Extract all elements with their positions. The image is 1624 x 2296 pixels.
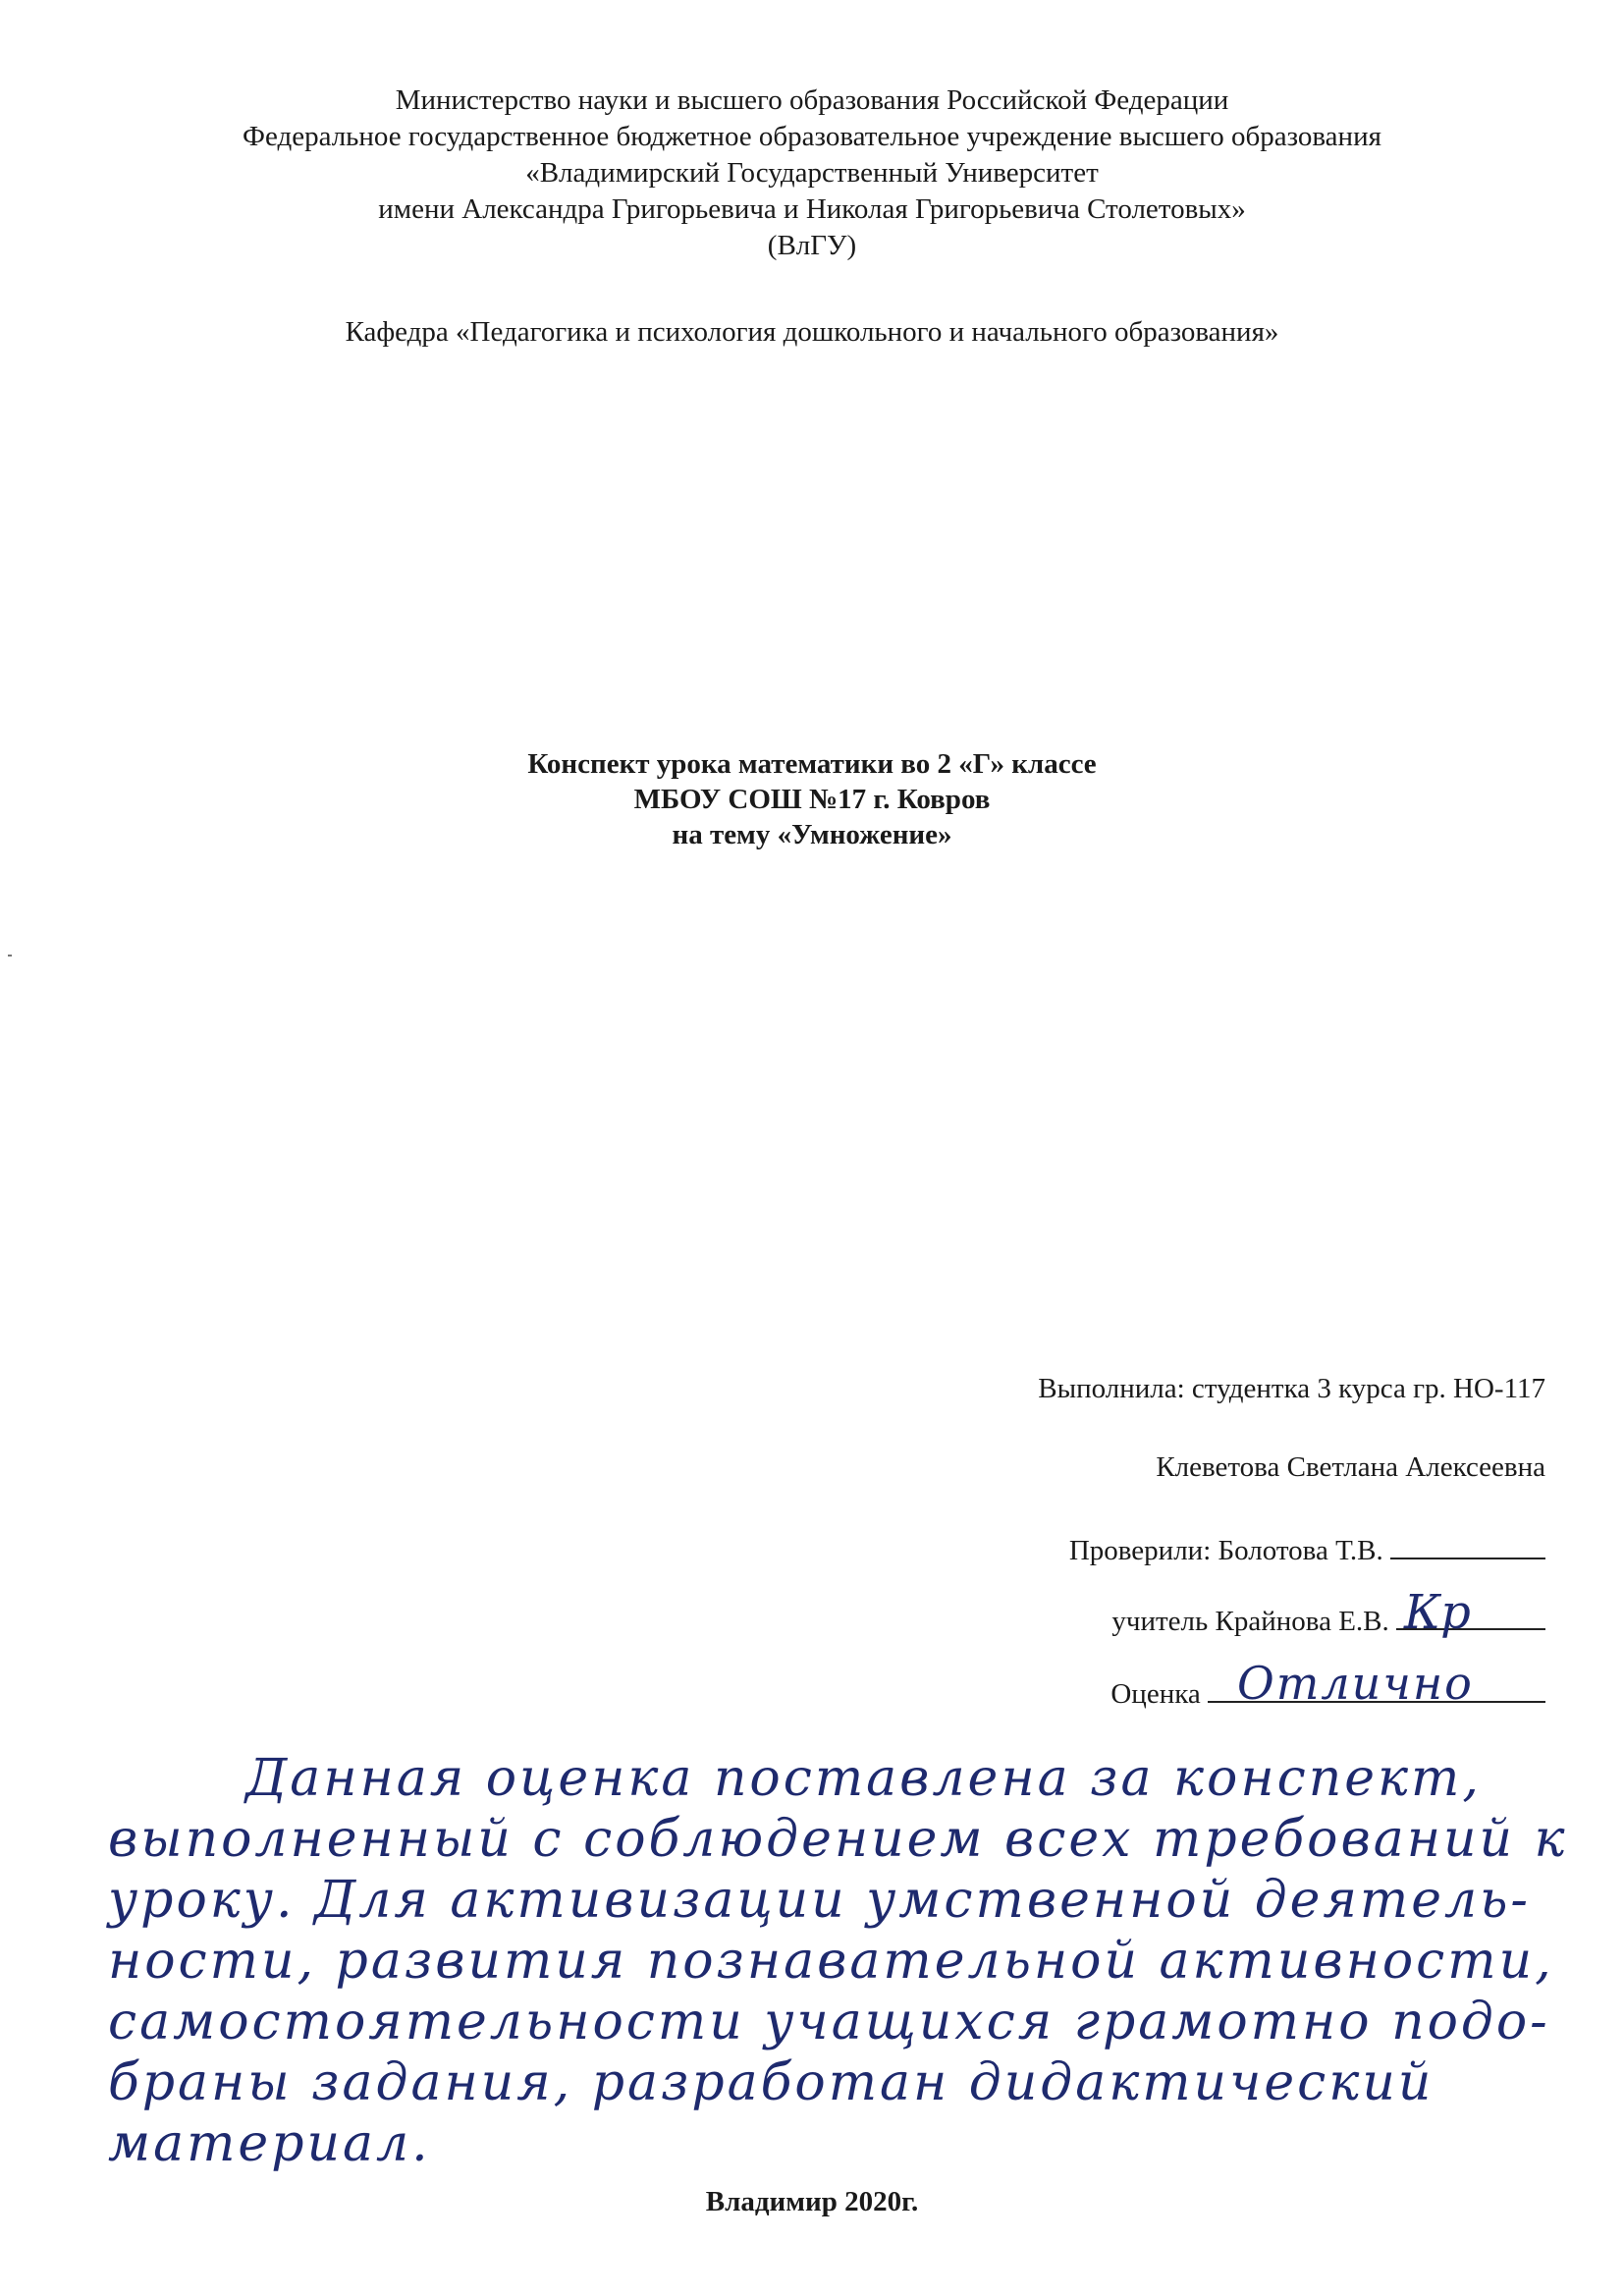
document-title — [0, 746, 1624, 852]
teacher-signature: Кр — [1404, 1585, 1471, 1640]
grade-value: Отлично — [1237, 1657, 1474, 1710]
title-line-2: МБОУ СОШ №17 г. Ковров — [633, 784, 991, 815]
student-name: Клеветова Светлана Алексеевна — [1156, 1451, 1545, 1483]
department-name: Кафедра «Педагогика и психология дошкольного и начального образования» — [345, 316, 1279, 348]
review-line-2: выполненный с соблюдением всех требований к — [108, 1810, 1568, 1869]
institution-header — [0, 82, 1624, 264]
scan-speck — [8, 955, 12, 957]
header-line-named-after: имени Александра Григорьевича и Николая Григорьевича Столетовых» — [378, 193, 1246, 225]
checked-by-line — [1069, 1528, 1545, 1568]
title-line-1: Конспект урока математики во 2 «Г» классе — [527, 748, 1097, 780]
review-line-6: браны задания, разработан дидактический — [108, 2053, 1435, 2112]
header-line-university: «Владимирский Государственный Университет — [525, 157, 1099, 189]
header-line-institution-type: Федеральное государственное бюджетное образовательное учреждение высшего образования — [243, 121, 1381, 152]
checked-by: Проверили: Болотова Т.В. — [1068, 1535, 1383, 1566]
grade-label: Оценка — [1110, 1678, 1201, 1710]
grade-line — [1110, 1657, 1545, 1712]
review-line-3: уроку. Для активизации умственной деятель- — [108, 1871, 1531, 1930]
title-line-3: на тему «Умножение» — [672, 819, 952, 850]
header-line-abbreviation: (ВлГУ) — [767, 230, 857, 261]
teacher-name: учитель Крайнова Е.В. — [1111, 1606, 1389, 1637]
review-line-7: материал. — [108, 2114, 431, 2173]
credits-block — [760, 1371, 1545, 1710]
teacher-line — [1111, 1585, 1545, 1640]
review-line-4: ности, развития познавательной активности, — [108, 1932, 1554, 1991]
review-line-1: Данная оценка поставлена за конспект, — [245, 1749, 1482, 1808]
performed-by: Выполнила: студентка 3 курса гр. НО-117 — [1038, 1373, 1545, 1404]
grade-blank — [1208, 1657, 1545, 1710]
city-year-footer: Владимир 2020г. — [705, 2186, 919, 2217]
signature-blank-1 — [1390, 1528, 1545, 1559]
signature-blank-2 — [1396, 1585, 1545, 1640]
review-line-5: самостоятельности учащихся грамотно подо- — [108, 1993, 1550, 2051]
header-line-ministry: Министерство науки и высшего образования Российской Федерации — [395, 84, 1229, 116]
handwritten-review — [108, 1748, 1568, 2174]
